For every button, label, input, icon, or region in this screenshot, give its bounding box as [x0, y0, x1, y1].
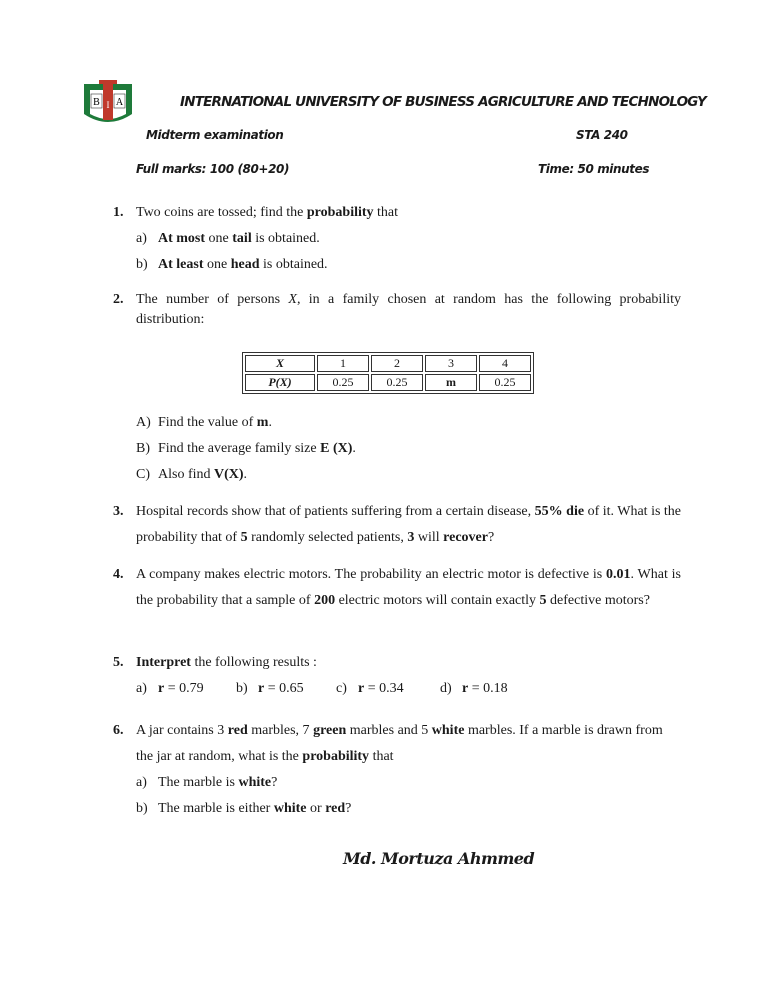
table-cell: 0.25 — [479, 374, 531, 391]
table-cell: 0.25 — [317, 374, 369, 391]
question-2c: C) Also find V(X). — [136, 467, 248, 482]
university-title: INTERNATIONAL UNIVERSITY OF BUSINESS AGRICULTURE AND TECHNOLOGY — [180, 94, 706, 110]
table-cell: 2 — [371, 355, 423, 372]
question-4: 4. A company makes electric motors. The probability an electric motor is defective is 0.01. What is the probability that a sample of 200 electric motors will contain exactly 5 defective motors? — [113, 562, 681, 614]
table-row — [245, 355, 531, 372]
question-number: 3. — [113, 504, 124, 519]
table-cell: 3 — [425, 355, 477, 372]
question-6a: a) The marble is white? — [136, 775, 278, 790]
question-6b: b) The marble is either white or red? — [136, 801, 352, 816]
logo-letter-i: I — [106, 100, 110, 110]
question-5b: b) r = 0.65 — [236, 681, 304, 696]
question-5c: c) r = 0.34 — [336, 681, 404, 696]
course-code: STA 240 — [576, 128, 628, 142]
table-cell: 0.25 — [371, 374, 423, 391]
exam-name: Midterm examination — [146, 128, 284, 142]
table-cell: 1 — [317, 355, 369, 372]
question-2: 2. The number of persons X, in a family chosen at random has the following probability distribution: — [113, 292, 681, 327]
question-5d: d) r = 0.18 — [440, 681, 508, 696]
question-number: 2. — [113, 292, 124, 307]
table-cell: 4 — [479, 355, 531, 372]
exam-time: Time: 50 minutes — [538, 162, 650, 176]
p-header: P(X) — [245, 374, 315, 391]
question-5: 5. Interpret the following results : — [113, 650, 681, 676]
question-1a: a) At most one tail is obtained. — [136, 231, 320, 246]
x-header: X — [245, 355, 315, 372]
probability-table — [242, 352, 534, 394]
table-row — [245, 374, 531, 391]
question-number: 4. — [113, 567, 124, 582]
table-cell: m — [425, 374, 477, 391]
university-logo — [82, 78, 134, 126]
question-1: 1. Two coins are tossed; find the probability that — [113, 200, 681, 226]
full-marks: Full marks: 100 (80+20) — [136, 162, 290, 176]
question-1b: b) At least one head is obtained. — [136, 257, 328, 272]
question-2a: A) Find the value of m. — [136, 415, 272, 430]
author-signature: Md. Mortuza Ahmmed — [343, 849, 535, 868]
logo-letter-a: A — [115, 97, 124, 108]
question-number: 6. — [113, 723, 124, 738]
question-number: 1. — [113, 205, 124, 220]
question-3: 3. Hospital records show that of patients suffering from a certain disease, 55% die of it. What is the probability that of 5 randomly selected patients, 3 will recover? — [113, 499, 681, 551]
question-2b: B) Find the average family size E (X). — [136, 441, 356, 456]
logo-letter-b: B — [93, 97, 100, 108]
question-5a: a) r = 0.79 — [136, 681, 204, 696]
question-number: 5. — [113, 655, 124, 670]
question-6: 6. A jar contains 3 red marbles, 7 green marbles and 5 white marbles. If a marble is drawn from the jar at random, what is the probability that — [113, 718, 681, 770]
